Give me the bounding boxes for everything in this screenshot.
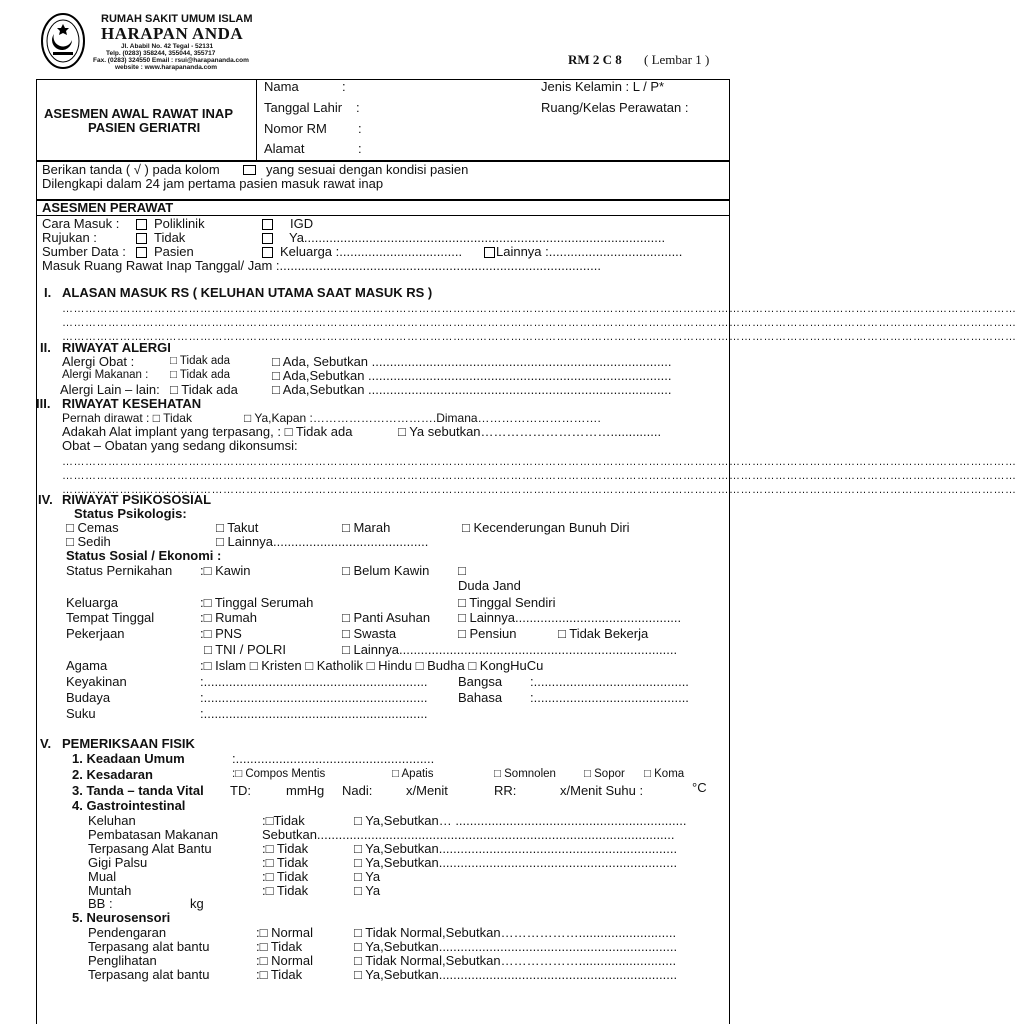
label-alamat: Alamat [264, 141, 305, 156]
checkbox-sample [243, 165, 256, 175]
keyakinan-fill[interactable]: :.............................................................. [200, 674, 428, 689]
bahasa-fill[interactable]: :........................................... [530, 690, 689, 705]
section4-title: RIWAYAT PSIKOSOSIAL [62, 492, 212, 507]
hospital-name-line1: RUMAH SAKIT UMUM ISLAM [101, 13, 253, 25]
gastro-gigi-palsu-label: Gigi Palsu [88, 855, 148, 870]
neuro-alat-bantu-2-tidak[interactable]: :□ Tidak [256, 967, 303, 982]
hospital-website: website : www.harapananda.com [115, 64, 217, 71]
kesadaran-somnolen[interactable]: □ Somnolen [494, 768, 556, 780]
alergi-lain-ada[interactable]: □ Ada,Sebutkan .................................................................................... [272, 382, 672, 397]
status-sosial: Status Sosial / Ekonomi : [66, 548, 222, 563]
sheet-number: ( Lembar 1 ) [644, 52, 710, 67]
agama-options[interactable]: :□ Islam □ Kristen □ Katholik □ Hindu □ Budha □ KongHuCu [200, 658, 544, 673]
obat-line3: …………………………………………………………………………………………………………………………………………………………………………………………………………………………… [62, 484, 1017, 496]
budaya-label: Budaya [66, 690, 111, 705]
neuro-penglihatan-label: Penglihatan [88, 953, 157, 968]
implant-ya[interactable]: □ Ya sebutkan………………………….............. [398, 424, 662, 439]
obat-line2: …………………………………………………………………………………………………………………………………………………………………………………………………………………………… [62, 470, 1017, 482]
pernah-dirawat-ya[interactable]: □ Ya,Kapan :………………………….Dimana…………………………. [244, 411, 601, 425]
alergi-makanan-label: Alergi Makanan : [62, 369, 149, 381]
bahasa-label: Bahasa [458, 690, 503, 705]
pernikahan-kawin[interactable]: :□ Kawin [200, 563, 251, 578]
sumber-lainnya-checkbox[interactable] [484, 247, 495, 258]
neuro-alat-bantu-1-ya[interactable]: □ Ya,Sebutkan.................................................................. [354, 939, 678, 954]
section2-num: II. [40, 340, 51, 355]
suku-label: Suku [66, 706, 96, 721]
suku-fill[interactable]: :.............................................................. [200, 706, 428, 721]
masuk-ruang: Masuk Ruang Rawat Inap Tanggal/ Jam :......................................................................................... [42, 258, 601, 273]
vital-rr: RR: [494, 783, 517, 798]
keluhan-line1: …………………………………………………………………………………………………………………………………………………………………………………………………………………………… [62, 303, 1017, 315]
pekerjaan-tidak-bekerja[interactable]: □ Tidak Bekerja [558, 626, 649, 641]
keyakinan-label: Keyakinan [66, 674, 127, 689]
agama-label: Agama [66, 658, 108, 673]
form-title-line2: PASIEN GERIATRI [88, 120, 201, 135]
bangsa-fill[interactable]: :........................................... [530, 674, 689, 689]
keluhan-line3: …………………………………………………………………………………………………………………………………………………………………………………………………………………………… [62, 331, 1017, 343]
label-ruang: Ruang/Kelas Perawatan : [541, 100, 689, 115]
header-divider [256, 79, 257, 161]
vital-rr-unit: x/Menit Suhu : [560, 783, 644, 798]
gastro-muntah-tidak[interactable]: :□ Tidak [262, 883, 309, 898]
pernikahan-belum-kawin[interactable]: □ Belum Kawin [342, 563, 430, 578]
psiko-takut[interactable]: □ Takut [216, 520, 259, 535]
hospital-phone: Telp. (0283) 358244, 355044, 355717 [106, 50, 216, 57]
neuro-penglihatan-normal[interactable]: :□ Normal [256, 953, 313, 968]
psiko-bunuh-diri[interactable]: □ Kecenderungan Bunuh Diri [462, 520, 630, 535]
alergi-lain-label: Alergi Lain – lain: [60, 382, 160, 397]
hospital-address: Jl. Ababil No. 42 Tegal - 52131 [121, 43, 214, 50]
keadaan-umum-label: 1. Keadaan Umum [72, 751, 185, 766]
vital-nadi: Nadi: [342, 783, 373, 798]
keluarga-serumah[interactable]: :□ Tinggal Serumah [200, 595, 314, 610]
gastro-gigi-palsu-ya[interactable]: □ Ya,Sebutkan.................................................................. [354, 855, 678, 870]
section5-title: PEMERIKSAAN FISIK [62, 736, 195, 751]
instruction-line1b: yang sesuai dengan kondisi pasien [266, 162, 469, 177]
colon-nama: : [342, 79, 346, 94]
gastro-keluhan-ya[interactable]: □ Ya,Sebutkan… ................................................................ [354, 813, 687, 828]
neuro-alat-bantu-1-label: Terpasang alat bantu [88, 939, 210, 954]
gastro-alat-bantu-ya[interactable]: □ Ya,Sebutkan.................................................................. [354, 841, 678, 856]
budaya-fill[interactable]: :.............................................................. [200, 690, 428, 705]
alergi-makanan-tidak[interactable]: □ Tidak ada [170, 369, 231, 381]
label-jenis-kelamin: Jenis Kelamin : L / P* [541, 79, 665, 94]
gastro-gigi-palsu-tidak[interactable]: :□ Tidak [262, 855, 309, 870]
obat-line1: …………………………………………………………………………………………………………………………………………………………………………………………………………………………… [62, 456, 1017, 468]
form-code: RM 2 C 8 [568, 52, 622, 67]
sumber-pasien-checkbox[interactable] [136, 247, 147, 258]
neuro-alat-bantu-2-ya[interactable]: □ Ya,Sebutkan.................................................................. [354, 967, 678, 982]
section3-title: RIWAYAT KESEHATAN [62, 396, 202, 411]
bb-label: BB : [88, 896, 113, 911]
colon-alamat: : [358, 141, 362, 156]
cara-masuk-igd: IGD [290, 216, 314, 231]
asesmen-underline [36, 215, 730, 216]
label-nama: Nama [264, 79, 299, 94]
gastro-pembatasan-fill[interactable]: Sebutkan................................................................................................... [262, 827, 675, 842]
kesadaran-compos-mentis[interactable]: :□ Compos Mentis [232, 768, 326, 780]
cara-masuk-poliklinik-checkbox[interactable] [136, 219, 147, 230]
alergi-obat-ada[interactable]: □ Ada, Sebutkan ................................................................................... [272, 354, 672, 369]
neuro-pendengaran-normal[interactable]: :□ Normal [256, 925, 313, 940]
gastro-alat-bantu-label: Terpasang Alat Bantu [88, 841, 212, 856]
neuro-title: 5. Neurosensori [72, 910, 171, 925]
pekerjaan-pns[interactable]: :□ PNS [200, 626, 242, 641]
section4-num: IV. [38, 492, 53, 507]
section3-num: III. [36, 396, 51, 411]
pekerjaan-label: Pekerjaan [66, 626, 125, 641]
kesadaran-sopor[interactable]: □ Sopor [584, 768, 625, 780]
pernikahan-label: Status Pernikahan [66, 563, 173, 578]
neuro-alat-bantu-1-tidak[interactable]: :□ Tidak [256, 939, 303, 954]
neuro-penglihatan-tidak-normal[interactable]: □ Tidak Normal,Sebutkan………………........................... [354, 953, 677, 968]
rujukan-tidak-checkbox[interactable] [136, 233, 147, 244]
keluarga-sendiri[interactable]: □ Tinggal Sendiri [458, 595, 556, 610]
vital-nadi-unit: x/Menit [406, 783, 448, 798]
gastro-pembatasan-label: Pembatasan Makanan [88, 827, 219, 842]
sumber-lainnya: Lainnya :..................................... [496, 244, 683, 259]
cara-masuk-poliklinik: Poliklinik [154, 216, 205, 231]
hospital-fax: Fax. (0283) 324550 Email : rsui@harapananda.com [93, 57, 249, 64]
kesadaran-apatis[interactable]: □ Apatis [392, 768, 434, 780]
tempat-tinggal-lainnya[interactable]: □ Lainnya.............................................. [458, 610, 682, 625]
rujukan-ya: Ya.................................................................................................... [289, 230, 666, 245]
asesmen-title: ASESMEN PERAWAT [42, 200, 174, 215]
rujukan-tidak: Tidak [154, 230, 186, 245]
alergi-makanan-ada[interactable]: □ Ada,Sebutkan .................................................................................... [272, 368, 672, 383]
vital-td: TD: [230, 783, 251, 798]
section1-title: ALASAN MASUK RS ( KELUHAN UTAMA SAAT MASUK RS ) [62, 285, 433, 300]
alergi-obat-tidak[interactable]: □ Tidak ada [170, 355, 231, 367]
kesadaran-label: 2. Kesadaran [72, 767, 153, 782]
keadaan-umum-fill[interactable]: :....................................................... [232, 751, 435, 766]
gastro-muntah-ya[interactable]: □ Ya [354, 883, 381, 898]
gastro-mual-label: Mual [88, 869, 117, 884]
neuro-alat-bantu-2-label: Terpasang alat bantu [88, 967, 210, 982]
form-title-line1: ASESMEN AWAL RAWAT INAP [44, 106, 233, 121]
alergi-lain-tidak[interactable]: □ Tidak ada [170, 382, 238, 397]
vital-celsius: °C [692, 780, 707, 795]
pekerjaan-lainnya[interactable]: □ Lainnya............................................................................. [342, 642, 678, 657]
cara-masuk-label: Cara Masuk : [42, 216, 120, 231]
tempat-tinggal-rumah[interactable]: :□ Rumah [200, 610, 257, 625]
psiko-sedih[interactable]: □ Sedih [66, 534, 111, 549]
hospital-name-line2: HARAPAN ANDA [101, 24, 244, 43]
label-nomor-rm: Nomor RM [264, 121, 327, 136]
pekerjaan-tni[interactable]: □ TNI / POLRI [204, 642, 287, 657]
tempat-tinggal-panti[interactable]: □ Panti Asuhan [342, 610, 431, 625]
bb-unit: kg [190, 896, 204, 911]
colon-tanggal-lahir: : [356, 100, 360, 115]
tempat-tinggal-label: Tempat Tinggal [66, 610, 155, 625]
rujukan-label: Rujukan : [42, 230, 97, 245]
section5-num: V. [40, 736, 52, 751]
bangsa-label: Bangsa [458, 674, 503, 689]
label-tanggal-lahir: Tanggal Lahir [264, 100, 343, 115]
gastro-mual-tidak[interactable]: :□ Tidak [262, 869, 309, 884]
obat-label: Obat – Obatan yang sedang dikonsumsi: [62, 438, 298, 453]
psiko-marah[interactable]: □ Marah [342, 520, 391, 535]
kesadaran-koma[interactable]: □ Koma [644, 768, 685, 780]
section2-title: RIWAYAT ALERGI [62, 340, 171, 355]
neuro-pendengaran-label: Pendengaran [88, 925, 167, 940]
colon-nomor-rm: : [358, 121, 362, 136]
pernikahan-duda-checkbox[interactable]: □ [458, 563, 466, 578]
gastro-keluhan-label: Keluhan [88, 813, 136, 828]
pernikahan-duda-janda: Duda Jand [458, 578, 521, 593]
neuro-pendengaran-tidak-normal[interactable]: □ Tidak Normal,Sebutkan………………........................... [354, 925, 677, 940]
instruction-line2: Dilengkapi dalam 24 jam pertama pasien masuk rawat inap [42, 176, 384, 191]
gastro-keluhan-tidak[interactable]: :□Tidak [262, 813, 305, 828]
gastro-mual-ya[interactable]: □ Ya [354, 869, 381, 884]
gastro-title: 4. Gastrointestinal [72, 798, 186, 813]
vital-label: 3. Tanda – tanda Vital [72, 783, 204, 798]
cara-masuk-igd-checkbox[interactable] [262, 219, 273, 230]
sumber-pasien: Pasien [154, 244, 194, 259]
psiko-lainnya[interactable]: □ Lainnya........................................... [216, 534, 429, 549]
keluhan-line2: …………………………………………………………………………………………………………………………………………………………………………………………………………………………… [62, 317, 1017, 329]
gastro-alat-bantu-tidak[interactable]: :□ Tidak [262, 841, 309, 856]
instruction-line1a: Berikan tanda ( √ ) pada kolom [42, 162, 220, 177]
psiko-cemas[interactable]: □ Cemas [66, 520, 119, 535]
alergi-obat-label: Alergi Obat : [62, 354, 135, 369]
keluarga-label: Keluarga [66, 595, 119, 610]
vital-mmhg: mmHg [286, 783, 325, 798]
section1-num: I. [44, 285, 52, 300]
rujukan-ya-checkbox[interactable] [262, 233, 273, 244]
pekerjaan-swasta[interactable]: □ Swasta [342, 626, 397, 641]
sumber-data-label: Sumber Data : [42, 244, 126, 259]
implant-label[interactable]: Adakah Alat implant yang terpasang, : □ Tidak ada [62, 424, 353, 439]
pernah-dirawat[interactable]: Pernah dirawat : □ Tidak [62, 411, 192, 425]
sumber-keluarga-checkbox[interactable] [262, 247, 273, 258]
hospital-logo [40, 12, 86, 70]
pekerjaan-pensiun[interactable]: □ Pensiun [458, 626, 517, 641]
gastro-muntah-label: Muntah [88, 883, 132, 898]
sumber-keluarga: Keluarga :.................................. [280, 244, 463, 259]
status-psikologis: Status Psikologis: [74, 506, 187, 521]
